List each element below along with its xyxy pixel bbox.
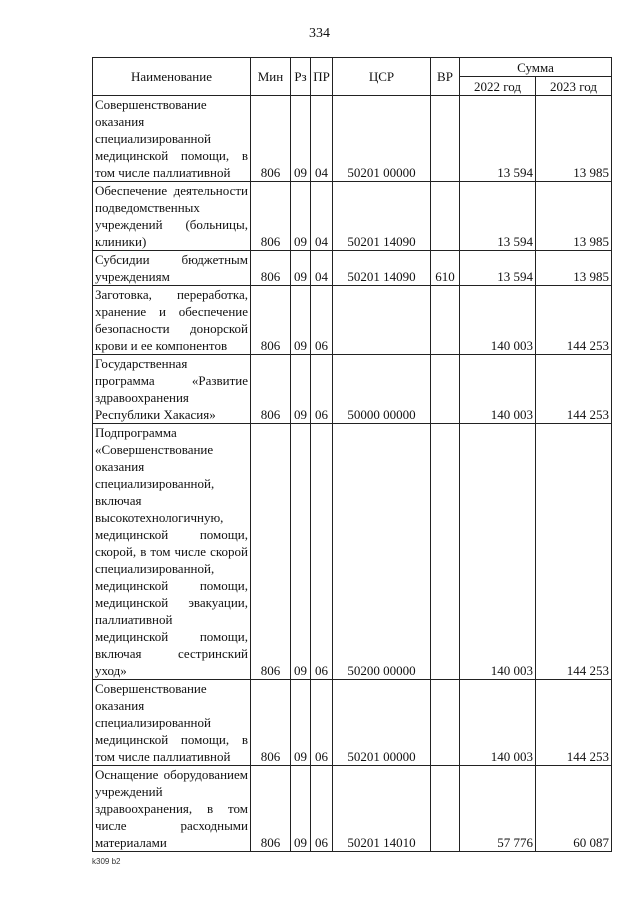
row-pr: 04 [311, 182, 333, 251]
row-name: Подпрограмма «Совершенствование оказания специализированной, включая высокотехнологичную, медицинской помощи, скорой, в том числе скорой специализированной, медицинской помощи, медицинской эвакуации, паллиативной медицинской помощи, включая сестринский уход» [93, 424, 251, 680]
row-amount-2023: 13 985 [536, 251, 612, 286]
table-row [93, 424, 612, 680]
row-min: 806 [251, 355, 291, 424]
row-vr [431, 766, 460, 852]
row-amount-2022: 140 003 [460, 286, 536, 355]
row-min: 806 [251, 424, 291, 680]
header-csr: ЦСР [333, 58, 431, 96]
row-amount-2023: 13 985 [536, 96, 612, 182]
row-rz: 09 [291, 182, 311, 251]
row-amount-2022: 140 003 [460, 355, 536, 424]
row-pr: 04 [311, 251, 333, 286]
row-csr: 50201 00000 [333, 680, 431, 766]
row-vr: 610 [431, 251, 460, 286]
header-year-2023: 2023 год [536, 77, 612, 96]
row-csr: 50201 14090 [333, 251, 431, 286]
row-rz: 09 [291, 96, 311, 182]
row-name: Обеспечение деятельности подведомственных учреждений (больницы, клиники) [93, 182, 251, 251]
row-csr: 50201 14010 [333, 766, 431, 852]
row-pr: 06 [311, 355, 333, 424]
row-min: 806 [251, 286, 291, 355]
row-vr [431, 355, 460, 424]
row-amount-2022: 57 776 [460, 766, 536, 852]
row-rz: 09 [291, 680, 311, 766]
table-row [93, 251, 612, 286]
row-amount-2022: 13 594 [460, 251, 536, 286]
table-row [93, 355, 612, 424]
row-pr: 06 [311, 680, 333, 766]
row-csr: 50201 00000 [333, 96, 431, 182]
row-rz: 09 [291, 766, 311, 852]
row-csr: 50000 00000 [333, 355, 431, 424]
row-amount-2023: 144 253 [536, 286, 612, 355]
row-rz: 09 [291, 424, 311, 680]
row-csr: 50201 14090 [333, 182, 431, 251]
row-amount-2023: 13 985 [536, 182, 612, 251]
row-name: Заготовка, переработка, хранение и обеспечение безопасности донорской крови и ее компонентов [93, 286, 251, 355]
header-row [93, 58, 612, 77]
header-pr: ПР [311, 58, 333, 96]
row-min: 806 [251, 680, 291, 766]
header-name: Наименование [93, 58, 251, 96]
header-year-2022: 2022 год [460, 77, 536, 96]
row-pr: 06 [311, 286, 333, 355]
row-amount-2023: 144 253 [536, 424, 612, 680]
row-min: 806 [251, 182, 291, 251]
row-vr [431, 424, 460, 680]
row-name: Совершенствование оказания специализированной медицинской помощи, в том числе паллиативной [93, 96, 251, 182]
row-pr: 06 [311, 766, 333, 852]
row-min: 806 [251, 96, 291, 182]
row-min: 806 [251, 766, 291, 852]
row-vr [431, 182, 460, 251]
table-row [93, 182, 612, 251]
row-amount-2022: 13 594 [460, 96, 536, 182]
page-number: 334 [309, 26, 330, 41]
row-rz: 09 [291, 355, 311, 424]
row-amount-2022: 140 003 [460, 680, 536, 766]
row-rz: 09 [291, 251, 311, 286]
row-name: Государственная программа «Развитие здравоохранения Республики Хакасия» [93, 355, 251, 424]
row-name: Оснащение оборудованием учреждений здравоохранения, в том числе расходными материалами [93, 766, 251, 852]
header-rz: Рз [291, 58, 311, 96]
table-row [93, 96, 612, 182]
header-sum: Сумма [460, 58, 612, 77]
budget-table [92, 57, 612, 852]
header-min: Мин [251, 58, 291, 96]
table-row [93, 286, 612, 355]
row-csr: 50200 00000 [333, 424, 431, 680]
row-amount-2023: 144 253 [536, 355, 612, 424]
row-amount-2023: 60 087 [536, 766, 612, 852]
row-name: Совершенствование оказания специализированной медицинской помощи, в том числе паллиативной [93, 680, 251, 766]
table-row [93, 680, 612, 766]
row-vr [431, 96, 460, 182]
row-vr [431, 680, 460, 766]
row-amount-2022: 140 003 [460, 424, 536, 680]
row-name: Субсидии бюджетным учреждениям [93, 251, 251, 286]
row-pr: 06 [311, 424, 333, 680]
row-rz: 09 [291, 286, 311, 355]
row-csr [333, 286, 431, 355]
row-vr [431, 286, 460, 355]
row-amount-2022: 13 594 [460, 182, 536, 251]
row-pr: 04 [311, 96, 333, 182]
row-min: 806 [251, 251, 291, 286]
table-row [93, 766, 612, 852]
row-amount-2023: 144 253 [536, 680, 612, 766]
header-vr: ВР [431, 58, 460, 96]
footer-mark: k309 b2 [92, 857, 121, 866]
